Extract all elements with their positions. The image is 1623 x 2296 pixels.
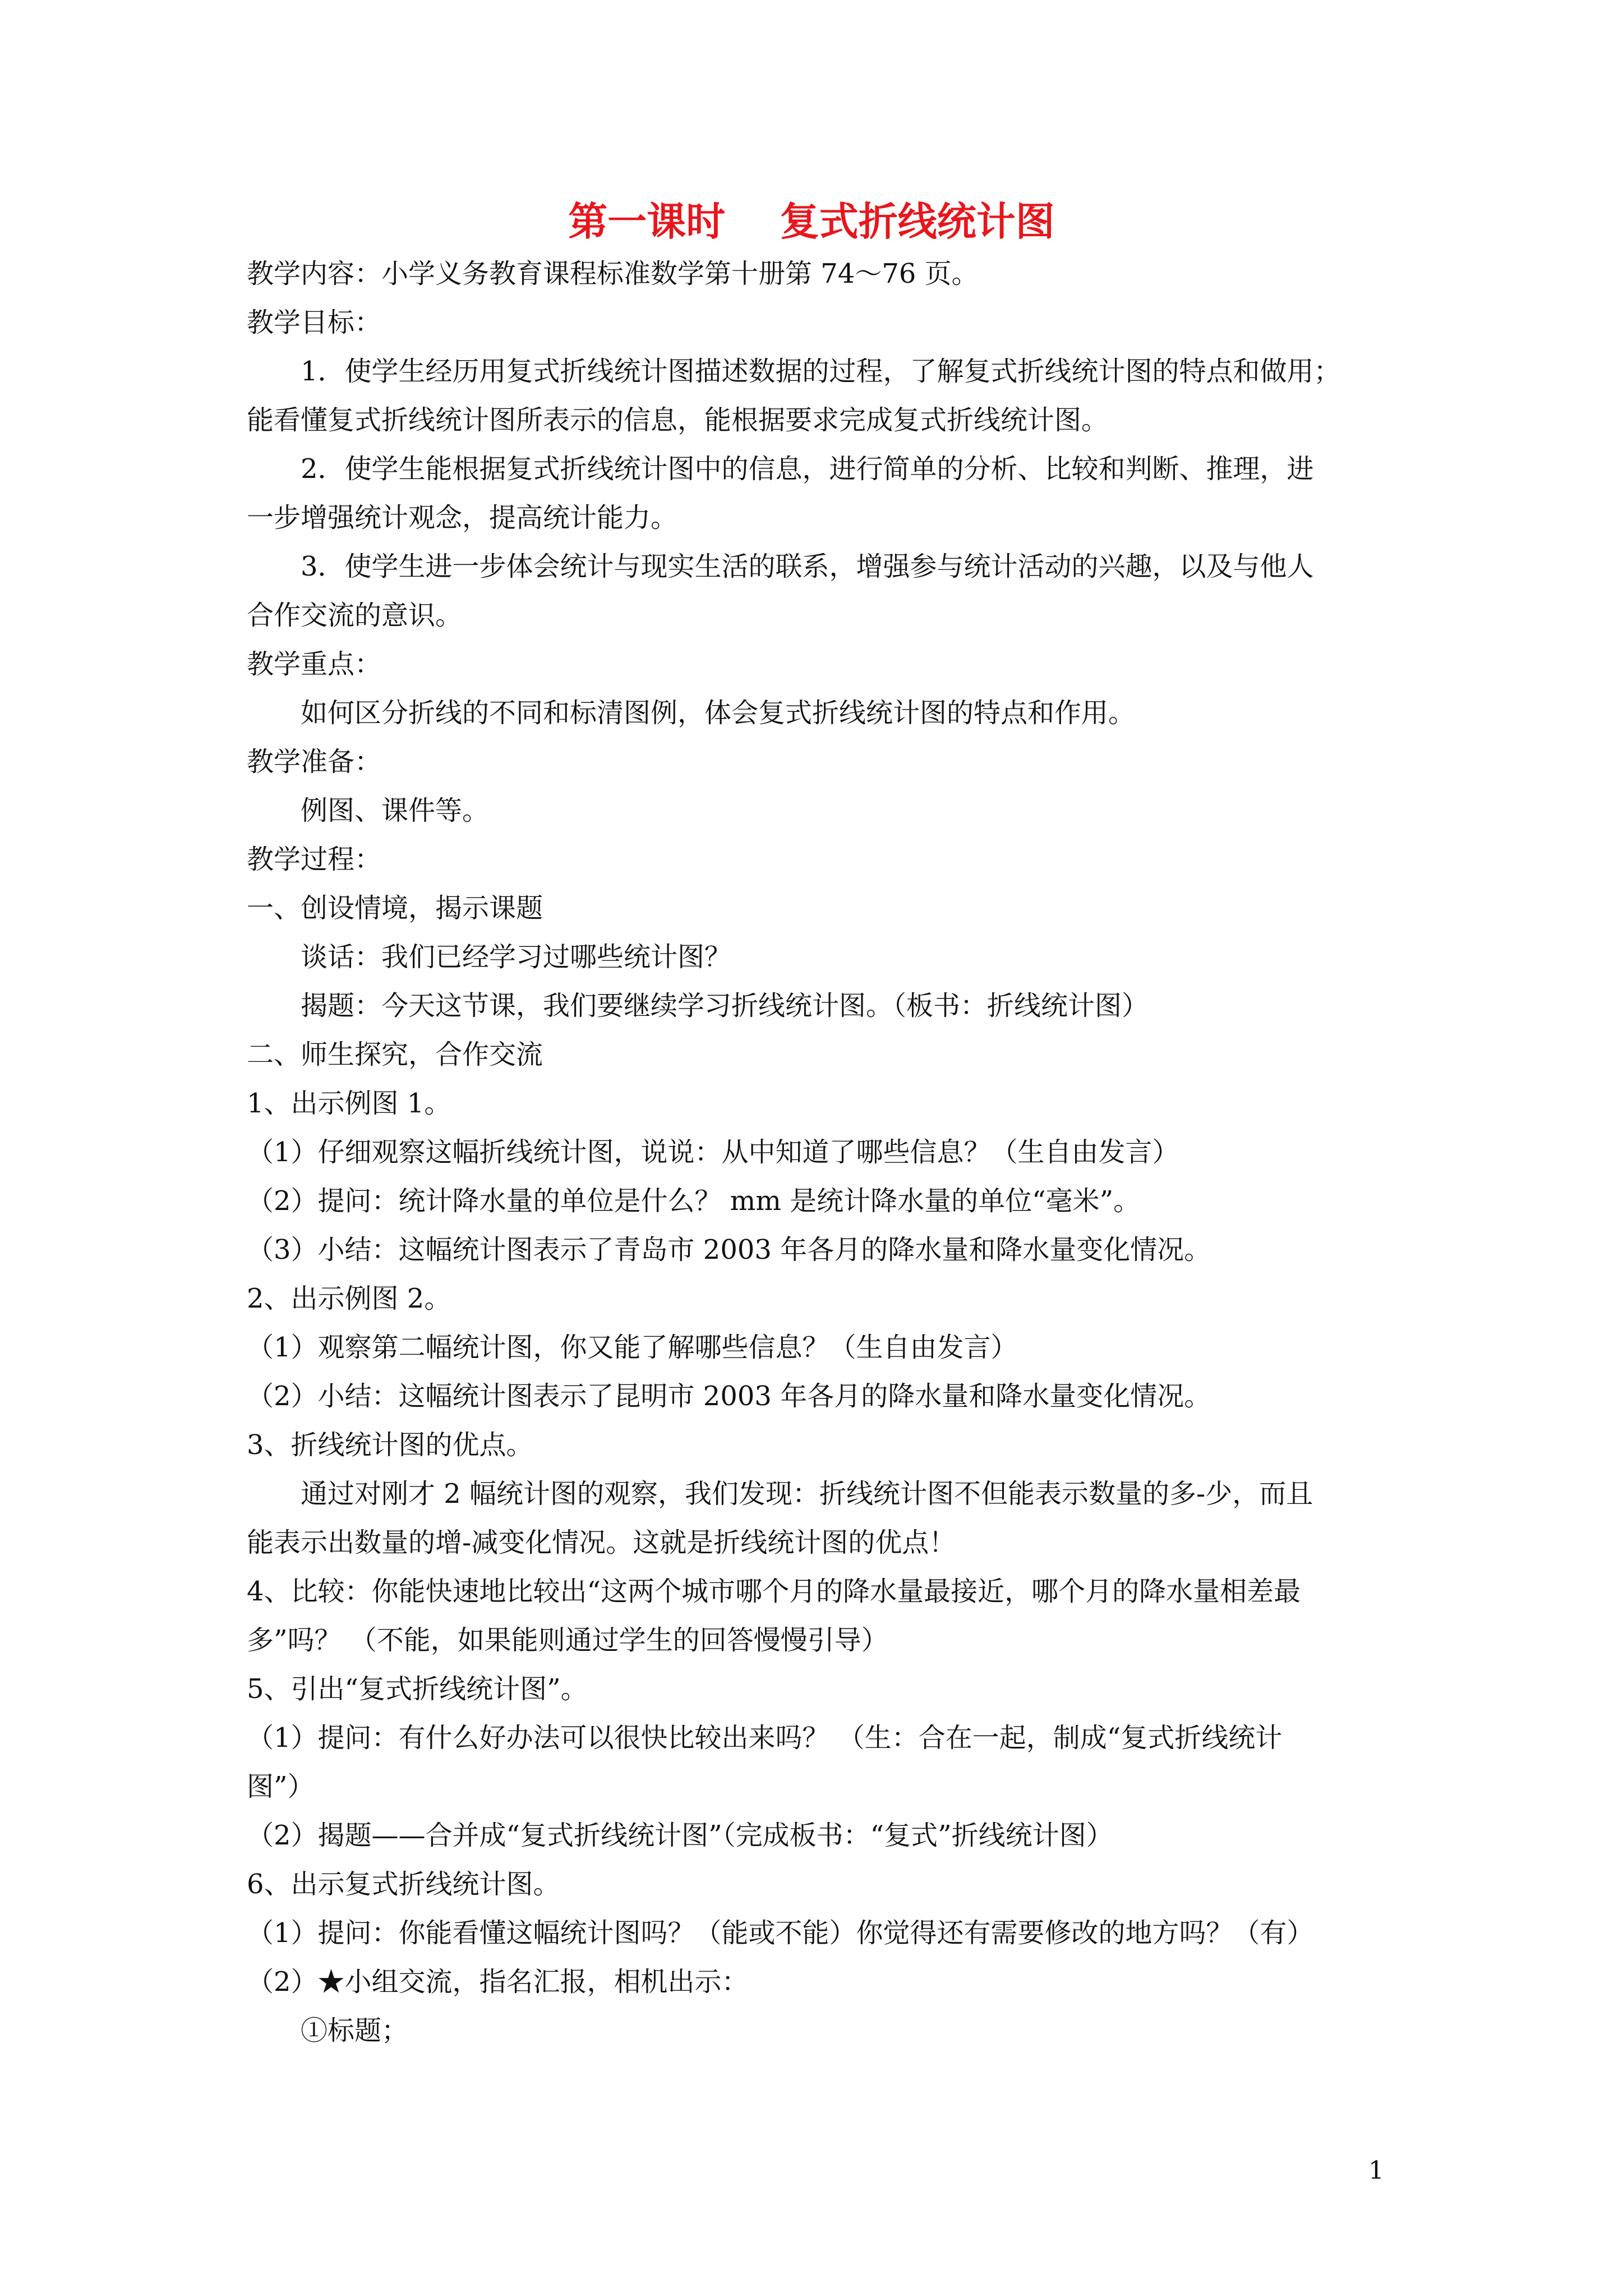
text-line: 一、创设情境，揭示课题 <box>247 892 543 924</box>
text-line: 如何区分折线的不同和标清图例，体会复式折线统计图的特点和作用。 <box>301 697 1136 729</box>
text-line: 例图、课件等。 <box>301 795 490 826</box>
document-body <box>247 250 1391 2055</box>
text-line: （2）★小组交流，指名汇报，相机出示： <box>247 1966 749 1998</box>
text-line: ①标题； <box>301 2015 409 2046</box>
text-line: （1）仔细观察这幅折线统计图，说说：从中知道了哪些信息？（生自由发言） <box>247 1137 1179 1168</box>
text-line: 多”吗？ （不能，如果能则通过学生的回答慢慢引导） <box>247 1625 888 1656</box>
text-line: 教学过程： <box>247 844 382 875</box>
text-line: 合作交流的意识。 <box>247 600 463 631</box>
text-line: （2）揭题——合并成“复式折线统计图”（完成板书：“复式”折线统计图） <box>247 1820 1113 1851</box>
text-line: 教学内容：小学义务教育课程标准数学第十册第 74～76 页。 <box>247 258 979 289</box>
text-line: 5、引出“复式折线统计图”。 <box>247 1673 588 1705</box>
text-line: （2）小结：这幅统计图表示了昆明市 2003 年各月的降水量和降水量变化情况。 <box>247 1381 1211 1412</box>
lesson-title: 第一课时 复式折线统计图 <box>568 198 1055 245</box>
text-line: 教学重点： <box>247 648 382 680</box>
text-line: （3）小结：这幅统计图表示了青岛市 2003 年各月的降水量和降水量变化情况。 <box>247 1234 1211 1266</box>
text-line: 通过对刚才 2 幅统计图的观察，我们发现：折线统计图不但能表示数量的多-少，而且 <box>301 1478 1313 1510</box>
text-line: 能看懂复式折线统计图所表示的信息，能根据要求完成复式折线统计图。 <box>247 404 1109 436</box>
page-number: 1 <box>1368 2156 1384 2185</box>
text-line: （1）观察第二幅统计图，你又能了解哪些信息？（生自由发言） <box>247 1332 1018 1363</box>
text-line: 二、师生探究，合作交流 <box>247 1039 543 1070</box>
text-line: 教学目标： <box>247 307 382 338</box>
text-line: 谈话：我们已经学习过哪些统计图？ <box>301 941 732 973</box>
text-line: 1、出示例图 1。 <box>247 1088 451 1119</box>
text-line: 2．使学生能根据复式折线统计图中的信息，进行简单的分析、比较和判断、推理，进 <box>301 453 1314 485</box>
text-line: 4、比较：你能快速地比较出“这两个城市哪个月的降水量最接近，哪个月的降水量相差最 <box>247 1576 1301 1607</box>
text-line: （2）提问：统计降水量的单位是什么？ mm 是统计降水量的单位“毫米”。 <box>247 1185 1141 1217</box>
text-line: 2、出示例图 2。 <box>247 1283 451 1314</box>
text-line: 能表示出数量的增-减变化情况。这就是折线统计图的优点！ <box>247 1527 956 1558</box>
text-line: （1）提问：有什么好办法可以很快比较出来吗？ （生：合在一起，制成“复式折线统计 <box>247 1722 1283 1754</box>
text-line: （1）提问：你能看懂这幅统计图吗？（能或不能）你觉得还有需要修改的地方吗？（有） <box>247 1917 1314 1949</box>
text-line: 图”） <box>247 1771 315 1802</box>
text-line: 3．使学生进一步体会统计与现实生活的联系，增强参与统计活动的兴趣，以及与他人 <box>301 551 1314 582</box>
text-line: 6、出示复式折线统计图。 <box>247 1869 560 1900</box>
text-line: 3、折线统计图的优点。 <box>247 1429 533 1461</box>
text-line: 1．使学生经历用复式折线统计图描述数据的过程，了解复式折线统计图的特点和做用； <box>301 356 1341 387</box>
text-line: 教学准备： <box>247 746 382 777</box>
text-line: 揭题：今天这节课，我们要继续学习折线统计图。（板书：折线统计图） <box>301 990 1149 1022</box>
text-line: 一步增强统计观念，提高统计能力。 <box>247 502 678 533</box>
